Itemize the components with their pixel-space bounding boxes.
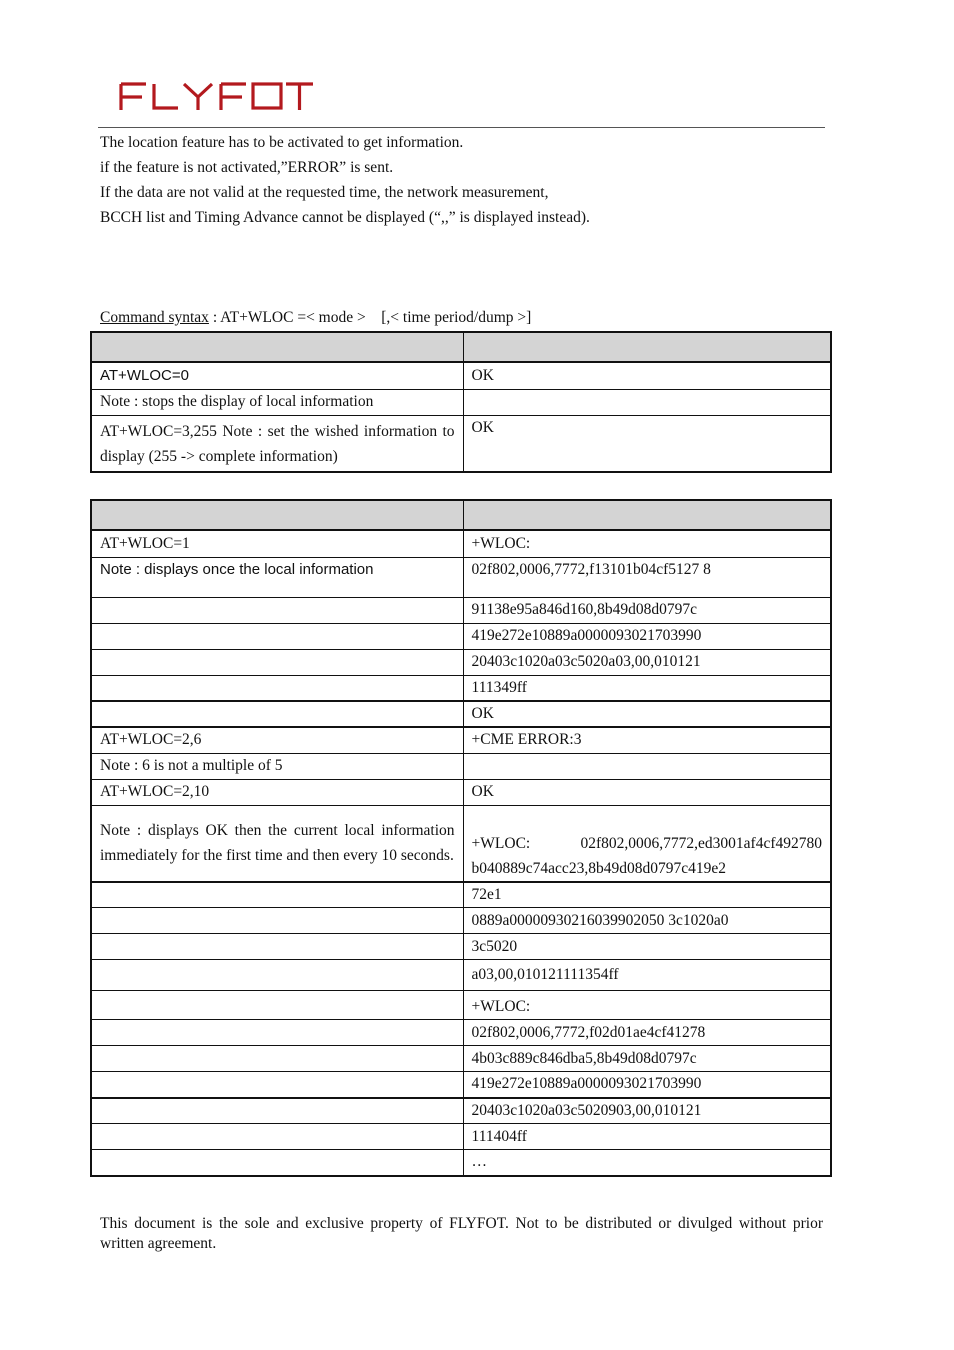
example-table-2 [90, 499, 832, 1177]
command-cell [91, 675, 463, 701]
table-row [91, 727, 831, 753]
command-cell [91, 1072, 463, 1098]
confidentiality-footer: This document is the sole and exclusive property of FLYFOT. Not to be distributed or divulged without prior written agreement. [100, 1215, 823, 1252]
table-row [91, 597, 831, 623]
command-cell [91, 1124, 463, 1150]
response-cell: 4b03c889c846dba5,8b49d08d0797c [463, 1046, 831, 1072]
command-syntax-label: Command syntax [100, 309, 209, 326]
response-cell: … [463, 1150, 831, 1176]
response-cell: +CME ERROR:3 [463, 727, 831, 753]
table-row [91, 908, 831, 934]
response-cell: 0889a00000930216039902050 3c1020a0 [463, 908, 831, 934]
response-cell: 91138e95a846d160,8b49d08d0797c [463, 597, 831, 623]
example-table-1 [90, 331, 832, 473]
table-row [91, 623, 831, 649]
table-row [91, 675, 831, 701]
response-cell: OK [463, 701, 831, 727]
intro-line: BCCH list and Timing Advance cannot be displayed (“,,” is displayed instead). [100, 209, 590, 226]
response-cell: 02f802,0006,7772,f13101b04cf5127 8 [463, 557, 831, 597]
table-row [91, 779, 831, 805]
intro-paragraph [100, 130, 590, 230]
table-row [91, 1150, 831, 1176]
command-cell [91, 960, 463, 991]
table-header-row [91, 332, 831, 362]
response-cell: 419e272e10889a0000093021703990 [463, 623, 831, 649]
table-row [91, 882, 831, 908]
header-rule [98, 127, 825, 128]
table-row [91, 701, 831, 727]
command-cell [91, 908, 463, 934]
intro-line: if the feature is not activated,”ERROR” is sent. [100, 159, 394, 176]
response-cell: 419e272e10889a0000093021703990 [463, 1072, 831, 1098]
response-cell: OK [463, 779, 831, 805]
response-cell: +WLOC: 02f802,0006,7772,ed3001af4cf492780 b040889c74acc23,8b49d08d0797c419e2 [463, 805, 831, 882]
flyfot-logo-mark [118, 80, 314, 114]
table-row [91, 1072, 831, 1098]
command-cell [91, 934, 463, 960]
command-cell: Note : 6 is not a multiple of 5 [91, 753, 463, 779]
table-row [91, 389, 831, 415]
command-cell: AT+WLOC=3,255 Note : set the wished information to display (255 -> complete information) [91, 415, 463, 472]
response-cell: +WLOC: [463, 530, 831, 557]
table-row [91, 1046, 831, 1072]
table-header-row [91, 500, 831, 530]
response-cell: 111404ff [463, 1124, 831, 1150]
table-row [91, 1020, 831, 1046]
company-logo [118, 80, 314, 114]
table-row [91, 805, 831, 882]
command-cell [91, 597, 463, 623]
table-row [91, 1124, 831, 1150]
table-row [91, 960, 831, 991]
command-cell [91, 882, 463, 908]
table-row [91, 991, 831, 1020]
table-row [91, 362, 831, 389]
command-cell [91, 1020, 463, 1046]
table-row [91, 1098, 831, 1124]
command-cell [91, 1046, 463, 1072]
table-header-cell [91, 332, 463, 362]
table-row [91, 530, 831, 557]
response-cell [463, 389, 831, 415]
command-cell: Note : displays once the local information [91, 557, 463, 597]
command-syntax [100, 306, 531, 330]
command-cell [91, 623, 463, 649]
intro-line: The location feature has to be activated to get information. [100, 134, 464, 151]
command-cell [91, 1150, 463, 1176]
table-row [91, 753, 831, 779]
command-cell [91, 649, 463, 675]
table-header-cell [463, 500, 831, 530]
command-cell [91, 701, 463, 727]
response-cell: 02f802,0006,7772,f02d01ae4cf41278 [463, 1020, 831, 1046]
command-syntax-text: : AT+WLOC =< mode > [,< time period/dump >] [208, 309, 532, 326]
command-cell: AT+WLOC=2,10 [91, 779, 463, 805]
table-row [91, 934, 831, 960]
response-cell: OK [463, 415, 831, 472]
command-cell: Note : stops the display of local information [91, 389, 463, 415]
table-row [91, 649, 831, 675]
command-cell [91, 1098, 463, 1124]
table-row [91, 415, 831, 472]
command-cell: Note : displays OK then the current local information immediately for the first time and then every 10 seconds. [91, 805, 463, 882]
response-cell: a03,00,010121111354ff [463, 960, 831, 991]
response-cell: 111349ff [463, 675, 831, 701]
table-header-cell [91, 500, 463, 530]
response-cell: 3c5020 [463, 934, 831, 960]
response-cell [463, 753, 831, 779]
response-cell: 20403c1020a03c5020a03,00,010121 [463, 649, 831, 675]
command-cell: AT+WLOC=1 [91, 530, 463, 557]
intro-line: If the data are not valid at the requested time, the network measurement, [100, 184, 549, 201]
table-row [91, 557, 831, 597]
response-cell: +WLOC: [463, 991, 831, 1020]
response-cell: OK [463, 362, 831, 389]
command-cell [91, 991, 463, 1020]
command-cell: AT+WLOC=0 [91, 362, 463, 389]
response-cell: 72e1 [463, 882, 831, 908]
response-cell: 20403c1020a03c5020903,00,010121 [463, 1098, 831, 1124]
table-header-cell [463, 332, 831, 362]
command-cell: AT+WLOC=2,6 [91, 727, 463, 753]
